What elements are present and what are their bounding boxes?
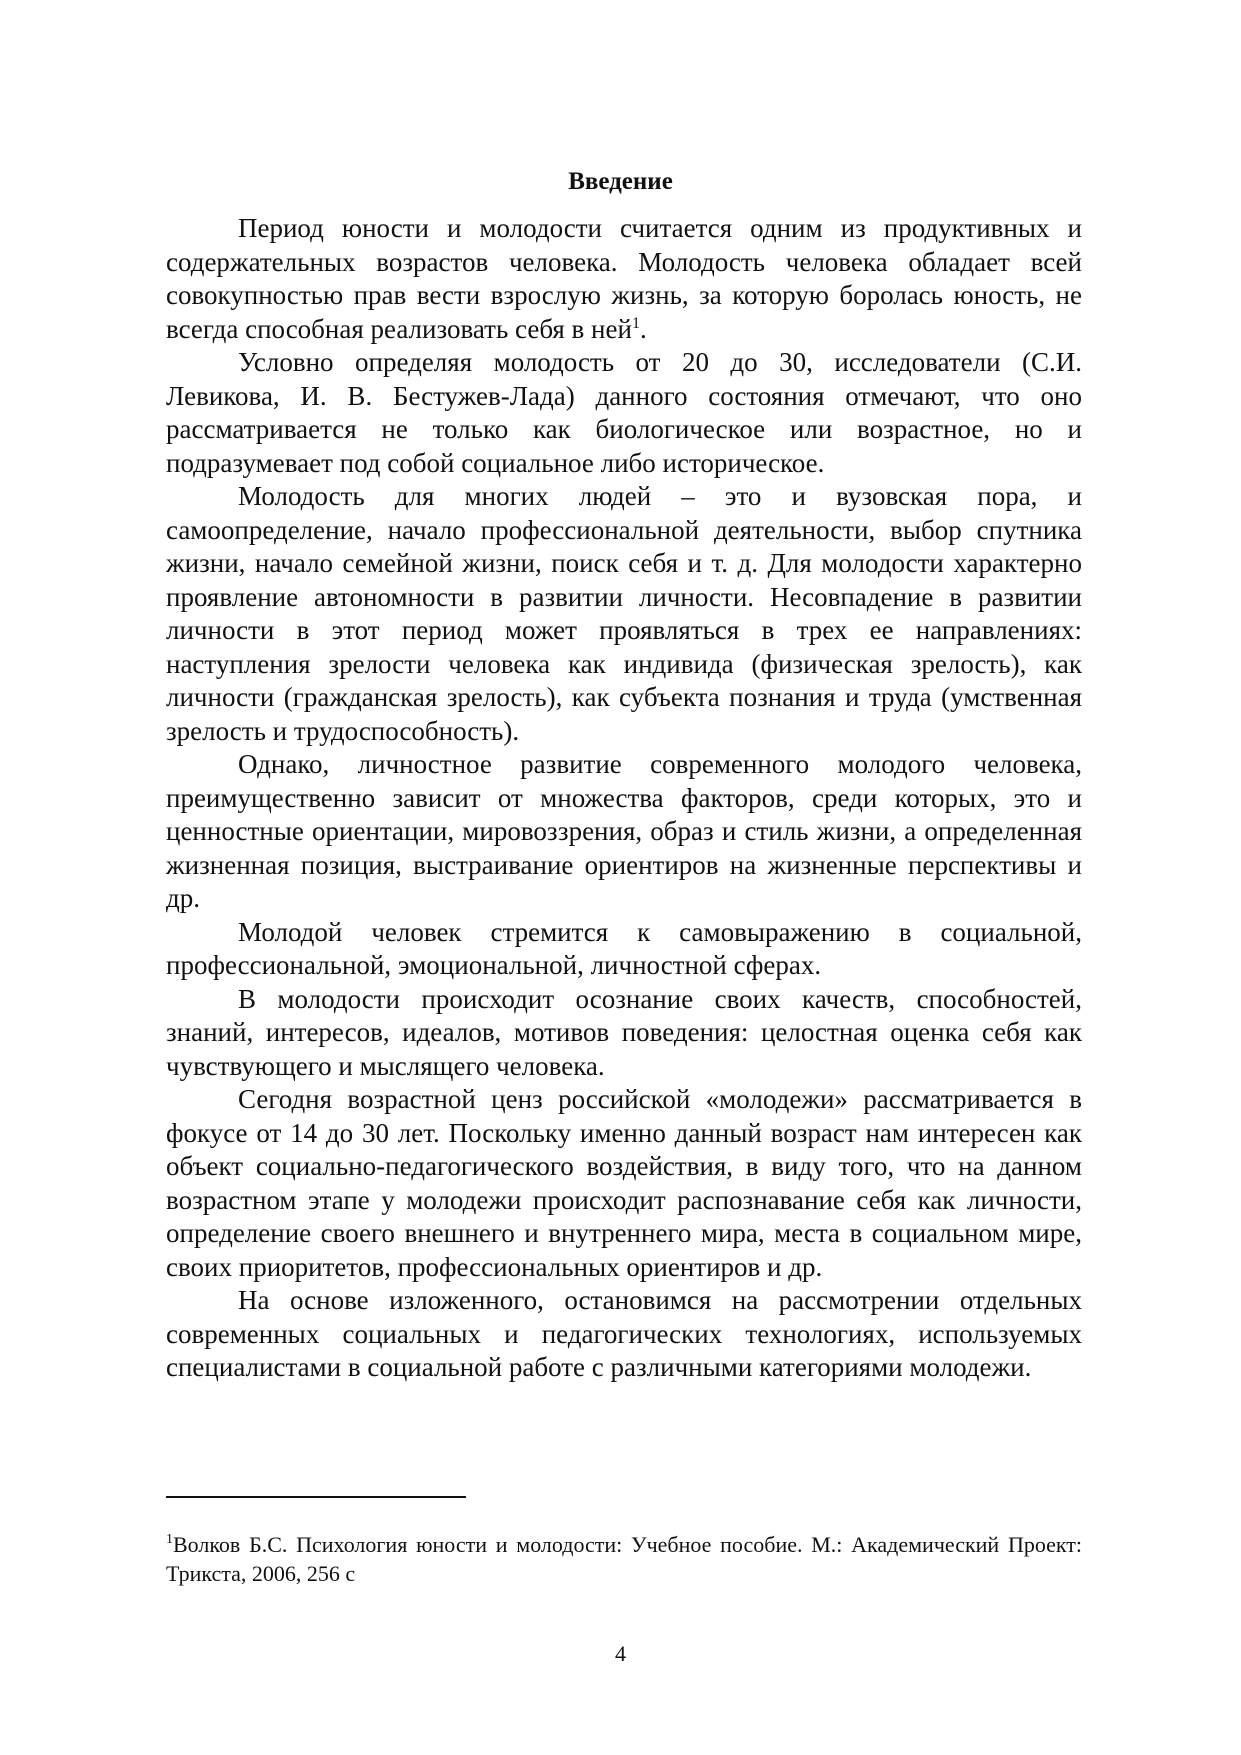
paragraph-2: Условно определяя молодость от 20 до 30, исследователи (С.И. Левикова, И. В. Бестужев-Лада) данного состояния отмечают, что оно рассматривается не только как биологическое или возрастное, но и подразумевает под собой социальное либо историческое. (166, 347, 1082, 478)
paragraph-1 (166, 212, 1082, 346)
body-text (166, 212, 1082, 1385)
footnote (166, 1530, 1082, 1588)
paragraph-6: В молодости происходит осознание своих качеств, способностей, знаний, интересов, идеалов, мотивов поведения: целостная оценка себя как чувствующего и мыслящего человека. (166, 983, 1082, 1081)
footnote-separator (166, 1496, 466, 1498)
paragraph-1-tail: . (639, 313, 647, 344)
paragraph-5: Молодой человек стремится к самовыражению в социальной, профессиональной, эмоциональной, личностной сферах. (166, 916, 1082, 980)
footnote-marker: 1 (166, 1532, 173, 1547)
paragraph-3: Молодость для многих людей – это и вузовская пора, и самоопределение, начало профессиональной деятельности, выбор спутника жизни, начало семейной жизни, поиск себя и т. д. Для молодости характерно проявление автономности в развитии личности. Несовпадение в развитии личности в этот период может проявляться в трех ее направлениях: наступления зрелости человека как индивида (физическая зрелость), как личности (гражданская зрелость), как субъекта познания и труда (умственная зрелость и трудоспособность). (166, 481, 1082, 746)
paragraph-4: Однако, личностное развитие современного молодого человека, преимущественно зависит от множества факторов, среди которых, это и ценностные ориентации, мировоззрения, образ и стиль жизни, а определенная жизненная позиция, выстраивание ориентиров на жизненные перспективы и др. (166, 749, 1082, 913)
paragraph-7: Сегодня возрастной ценз российской «молодежи» рассматривается в фокусе от 14 до 30 лет. Поскольку именно данный возраст нам интересен как объект социально-педагогического воздействия, в виду того, что на данном возрастном этапе у молодежи происходит распознавание себя как личности, определение своего внешнего и внутреннего мира, места в социальном мире, своих приоритетов, профессиональных ориентиров и др. (166, 1084, 1082, 1282)
footnote-reference: 1 (631, 314, 640, 332)
footnote-text: Волков Б.С. Психология юности и молодости: Учебное пособие. М.: Академический Проект: Трикста, 2006, 256 с (166, 1532, 1082, 1586)
paragraph-8: На основе изложенного, остановимся на рассмотрении отдельных современных социальных и педагогических технологиях, используемых специалистами в социальной работе с различными категориями молодежи. (166, 1285, 1082, 1382)
page-title: Введение (568, 168, 673, 195)
paragraph-1-text: Период юности и молодости считается одним из продуктивных и содержательных возрастов человека. Молодость человека обладает всей совокупностью прав вести взрослую жизнь, за которую боролась юность, не всегда способная реализовать себя в ней (166, 213, 1082, 344)
page-number: 4 (615, 1641, 626, 1666)
